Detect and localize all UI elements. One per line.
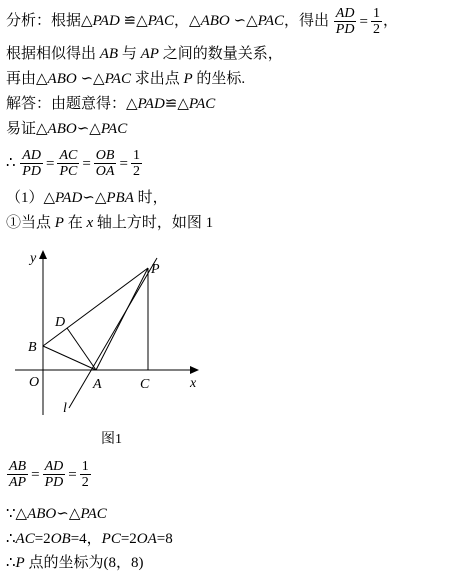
similarity-line: 根据相似得出 AB 与 AP 之间的数量关系， (6, 46, 283, 62)
label-l: l (63, 401, 67, 416)
figure-caption: 图1 (101, 432, 122, 447)
case-1-line: （1）△PAD∽△PBA 时， (6, 190, 168, 206)
label-a: A (93, 377, 102, 392)
solution-line: 解答：由题意得：△PAD≌△PAC (6, 96, 216, 112)
analysis-line: 分析：根据△PAD ≌△PAC，△ABO ∽△PAC，得出 $\frac{AD}{PD}$ = $\frac{1}{2}$ ， (6, 6, 398, 37)
triangle-pac-2: PAC (257, 12, 285, 29)
because-line: ∵△ABO∽△PAC (6, 506, 107, 522)
separator: ，△ (174, 12, 201, 29)
label-c: C (140, 377, 150, 392)
label-p: P (151, 262, 160, 277)
congruent-symbol: ≌△ (123, 12, 148, 29)
label-d: D (55, 315, 66, 330)
triangle-abo: ABO (200, 12, 230, 29)
label-y: y (30, 251, 37, 266)
conclude-text: ，得出 (284, 12, 330, 29)
label-x: x (190, 376, 197, 391)
triangle-pad: PAD (92, 12, 120, 29)
coordinate-line: 再由△ABO ∽△PAC 求出点 P 的坐标. (6, 71, 246, 87)
segment-bp (43, 268, 148, 346)
fraction-ad-pd: $\frac{AD}{PD}$ (335, 6, 355, 37)
y-axis-arrow (39, 250, 47, 259)
prove-line: 易证△ABO∽△PAC (6, 121, 128, 137)
analysis-label: 分析：根据△ (6, 12, 93, 29)
fraction-one-half: $\frac{1}{2}$ (372, 6, 380, 37)
case-1a-line: ①当点 P 在 x 轴上方时，如图 1 (6, 215, 214, 231)
geometry-figure (0, 240, 459, 420)
results-line: ∴AC=2OB=4，PC=2OA=8 (6, 531, 173, 547)
segment-ap (96, 268, 148, 370)
similar-symbol: ∽△ (233, 12, 258, 29)
ratio-line-2: $\frac{AB}{AP}$ = $\frac{AD}{PD}$ = $\frac{1}{2}$ (9, 459, 89, 490)
comma: ， (382, 12, 398, 29)
label-o: O (29, 375, 40, 390)
label-b: B (28, 340, 37, 355)
ratio-line: ∴ $\frac{AD}{PD}$ = $\frac{AC}{PC}$ = $\frac{OB}{OA}$ = $\frac{1}{2}$ (6, 148, 140, 179)
x-axis-arrow (190, 366, 199, 374)
triangle-pac: PAC (147, 12, 175, 29)
final-answer-line: ∴P 点的坐标为(8，8) (6, 555, 144, 571)
